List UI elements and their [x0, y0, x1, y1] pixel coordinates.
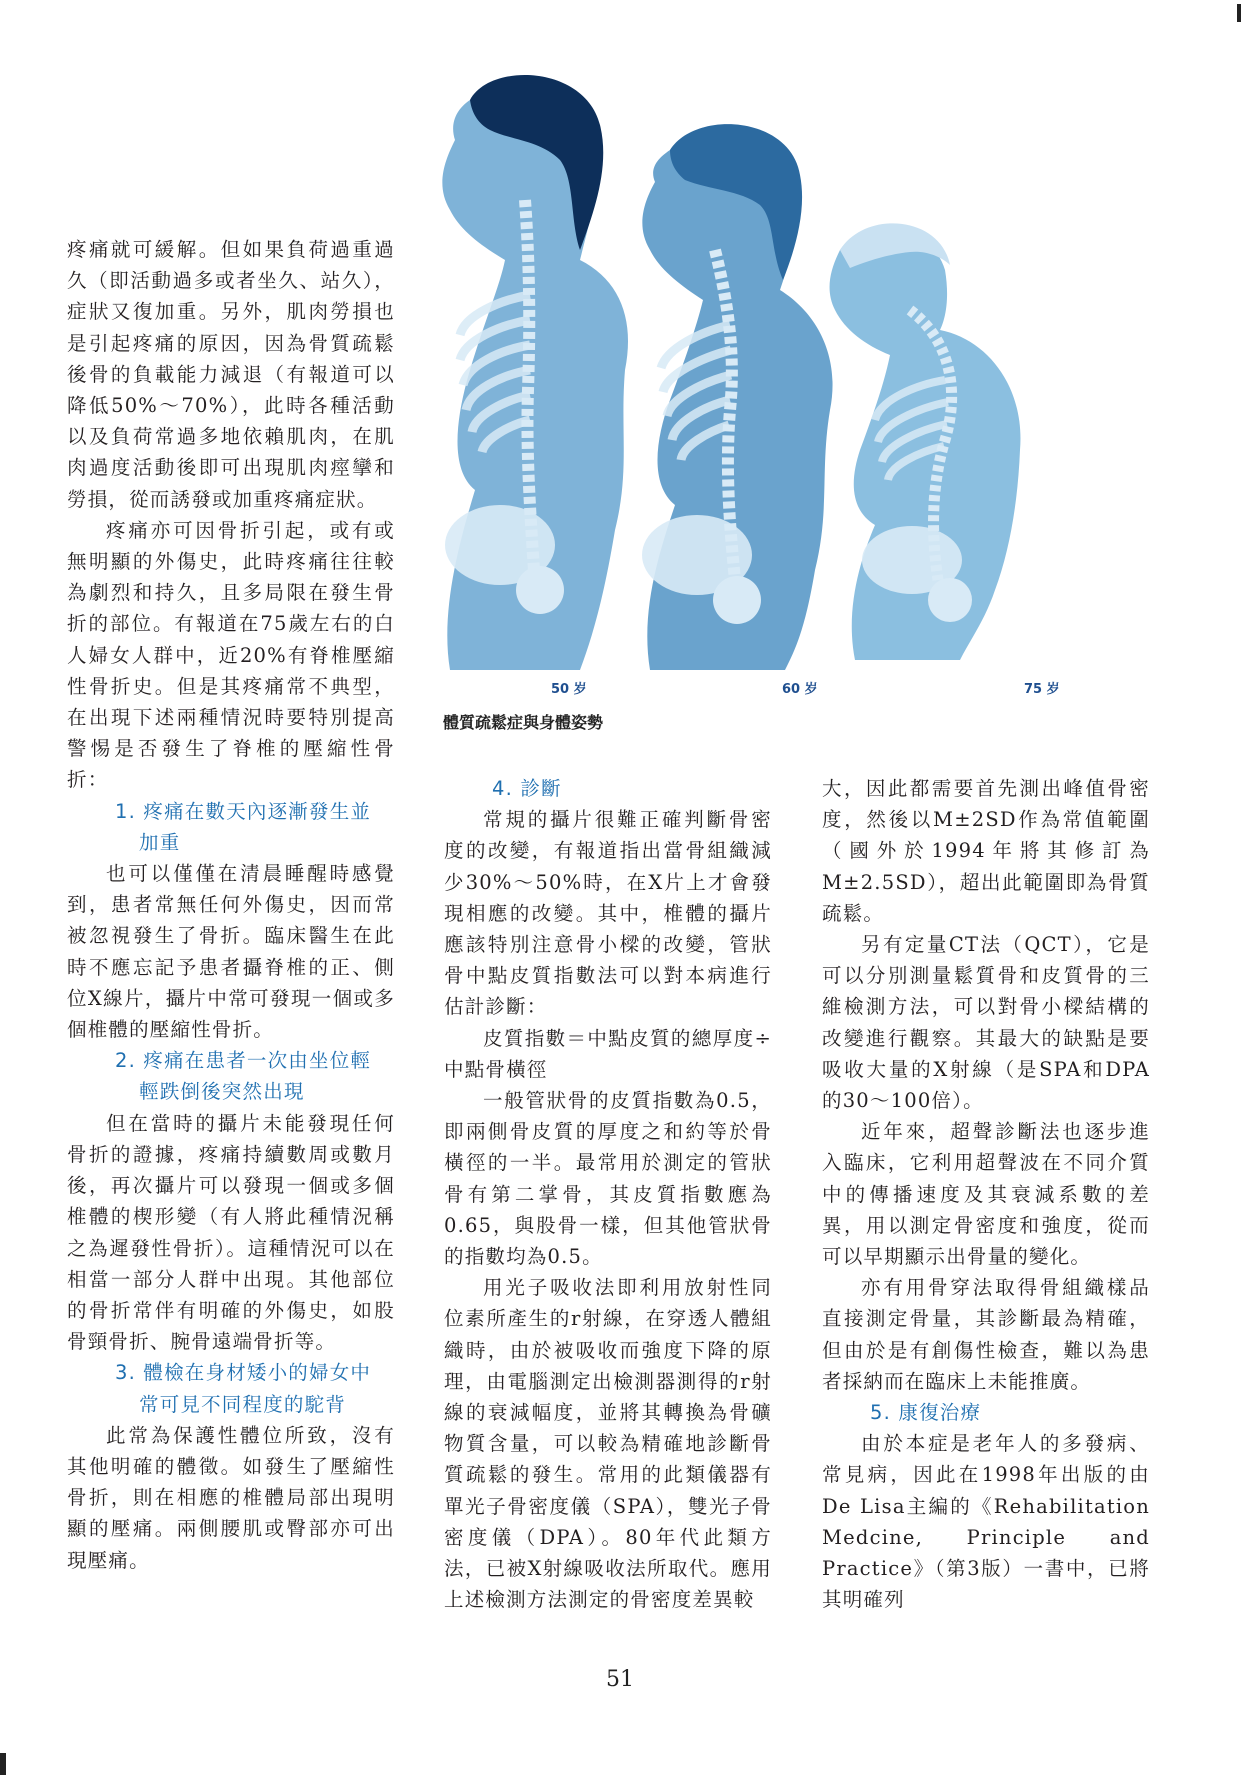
subheading-text: 2. 疼痛在患者一次由坐位輕: [115, 1049, 372, 1073]
subheading-text: 1. 疼痛在數天內逐漸發生並: [115, 799, 372, 823]
paragraph: 亦有用骨穿法取得骨組織樣品直接測定骨量，其診斷最為精確，但由於是有創傷性檢查，難以為患者採納而在臨床上未能推廣。: [822, 1276, 1150, 1393]
osteoporosis-posture-illustration: [430, 70, 1220, 670]
text-column-1: [67, 234, 395, 1576]
paragraph: 但在當時的攝片未能發現任何骨折的證據，疼痛持續數周或數月後，再次攝片可以發現一個或多個椎體的楔形變（有人將此種情況稱之為遲發性骨折）。這種情況可以在相當一部分人群中出現。其他部位的骨折常伴有明確的外傷史，如股骨頸骨折、腕骨遠端骨折等。: [67, 1111, 395, 1354]
age-label-60: 60 岁: [782, 682, 818, 697]
scan-edge-mark: [1237, 4, 1241, 22]
age-label-75: 75 岁: [1024, 682, 1060, 697]
figure-caption: 體質疏鬆症與身體姿勢: [443, 713, 604, 732]
paragraph: 此常為保護性體位所致，沒有其他明確的體徵。如發生了壓縮性骨折，則在相應的椎體局部出現明顯的壓痛。兩側腰肌或臀部亦可出現壓痛。: [67, 1423, 395, 1572]
paragraph: 常規的攝片很難正確判斷骨密度的改變，有報道指出當骨組織減少30%～50%時，在X片上才會發現相應的改變。其中，椎體的攝片應該特別注意骨小樑的改變，管狀骨中點皮質指數法可以對本病進行估計診斷：: [444, 808, 772, 1019]
figure-age-60: [642, 124, 833, 670]
subheading-text: 輕跌倒後突然出現: [139, 1080, 305, 1104]
paragraph: 也可以僅僅在清晨睡醒時感覺到，患者常無任何外傷史，因而常被忽視發生了骨折。臨床醫生在此時不應忘記予患者攝脊椎的正、側位X線片，攝片中常可發現一個或多個椎體的壓縮性骨折。: [67, 862, 395, 1042]
text-column-2: [444, 773, 772, 1615]
subheading-3: [67, 1357, 395, 1419]
subheading-text: 加重: [139, 830, 181, 854]
text-column-3: [822, 773, 1150, 1615]
section-heading-diagnosis: 4. 診斷: [492, 777, 562, 800]
page-number: 51: [606, 1667, 634, 1692]
subheading-2: [67, 1045, 395, 1107]
paragraph: 疼痛就可緩解。但如果負荷過重過久（即活動過多或者坐久、站久），症狀又復加重。另外，肌肉勞損也是引起疼痛的原因，因為骨質疏鬆後骨的負載能力減退（有報道可以降低50%～70%），此時各種活動以及負荷常過多地依賴肌肉，在肌肉過度活動後即可出現肌肉痙攣和勞損，從而誘發或加重疼痛症狀。: [67, 238, 395, 511]
formula-paragraph: 皮質指數＝中點皮質的總厚度÷中點骨橫徑: [444, 1026, 772, 1081]
scan-edge-mark-bottom: [0, 1753, 6, 1775]
paragraph: 用光子吸收法即利用放射性同位素所產生的r射線，在穿透人體組織時，由於被吸收而強度下降的原理，由電腦測定出檢測器測得的r射線的衰減幅度，並將其轉換為骨礦物質含量，可以較為精確地診斷骨質疏鬆的發生。常用的此類儀器有單光子骨密度儀（SPA），雙光子骨密度儀（DPA）。80年代此類方法，已被X射線吸收法所取代。應用上述檢測方法測定的骨密度差異較: [444, 1276, 772, 1612]
subheading-text: 常可見不同程度的駝背: [139, 1392, 347, 1416]
age-label-50: 50 岁: [551, 682, 587, 697]
paragraph: 由於本症是老年人的多發病、常見病，因此在1998年出版的由De Lisa主編的《Rehabilitation Medcine, Principle and Practice》（第3版）一書中，已將其明確列: [822, 1432, 1150, 1612]
paragraph: 一般管狀骨的皮質指數為0.5，即兩側骨皮質的厚度之和約等於骨橫徑的一半。最常用於測定的管狀骨有第二掌骨，其皮質指數應為0.65，與股骨一樣，但其他管狀骨的指數均為0.5。: [444, 1089, 772, 1269]
subheading-1: [67, 796, 395, 858]
paragraph: 另有定量CT法（QCT），它是可以分別測量鬆質骨和皮質骨的三維檢測方法，可以對骨小樑結構的改變進行觀察。其最大的缺點是要吸收大量的X射線（是SPA和DPA的30～100倍）。: [822, 933, 1150, 1113]
subheading-text: 3. 體檢在身材矮小的婦女中: [115, 1361, 372, 1385]
paragraph: 疼痛亦可因骨折引起，或有或無明顯的外傷史，此時疼痛往往較為劇烈和持久，且多局限在發生骨折的部位。有報道在75歲左右的白人婦女人群中，近20%有脊椎壓縮性骨折史。但是其疼痛常不典型，在出現下述兩種情況時要特別提高警惕是否發生了脊椎的壓縮性骨折：: [67, 518, 395, 792]
section-heading-rehabilitation: 5. 康復治療: [870, 1401, 982, 1425]
figure-age-75: [830, 223, 1021, 660]
paragraph: 近年來，超聲診斷法也逐步進入臨床，它利用超聲波在不同介質中的傳播速度及其衰減系數的差異，用以測定骨密度和強度，從而可以早期顯示出骨量的變化。: [822, 1120, 1150, 1269]
figure-age-50: [442, 75, 628, 670]
paragraph: 大，因此都需要首先測出峰值骨密度，然後以M±2SD作為常值範圍（國外於1994年將其修訂為M±2.5SD），超出此範圍即為骨質疏鬆。: [822, 777, 1150, 925]
